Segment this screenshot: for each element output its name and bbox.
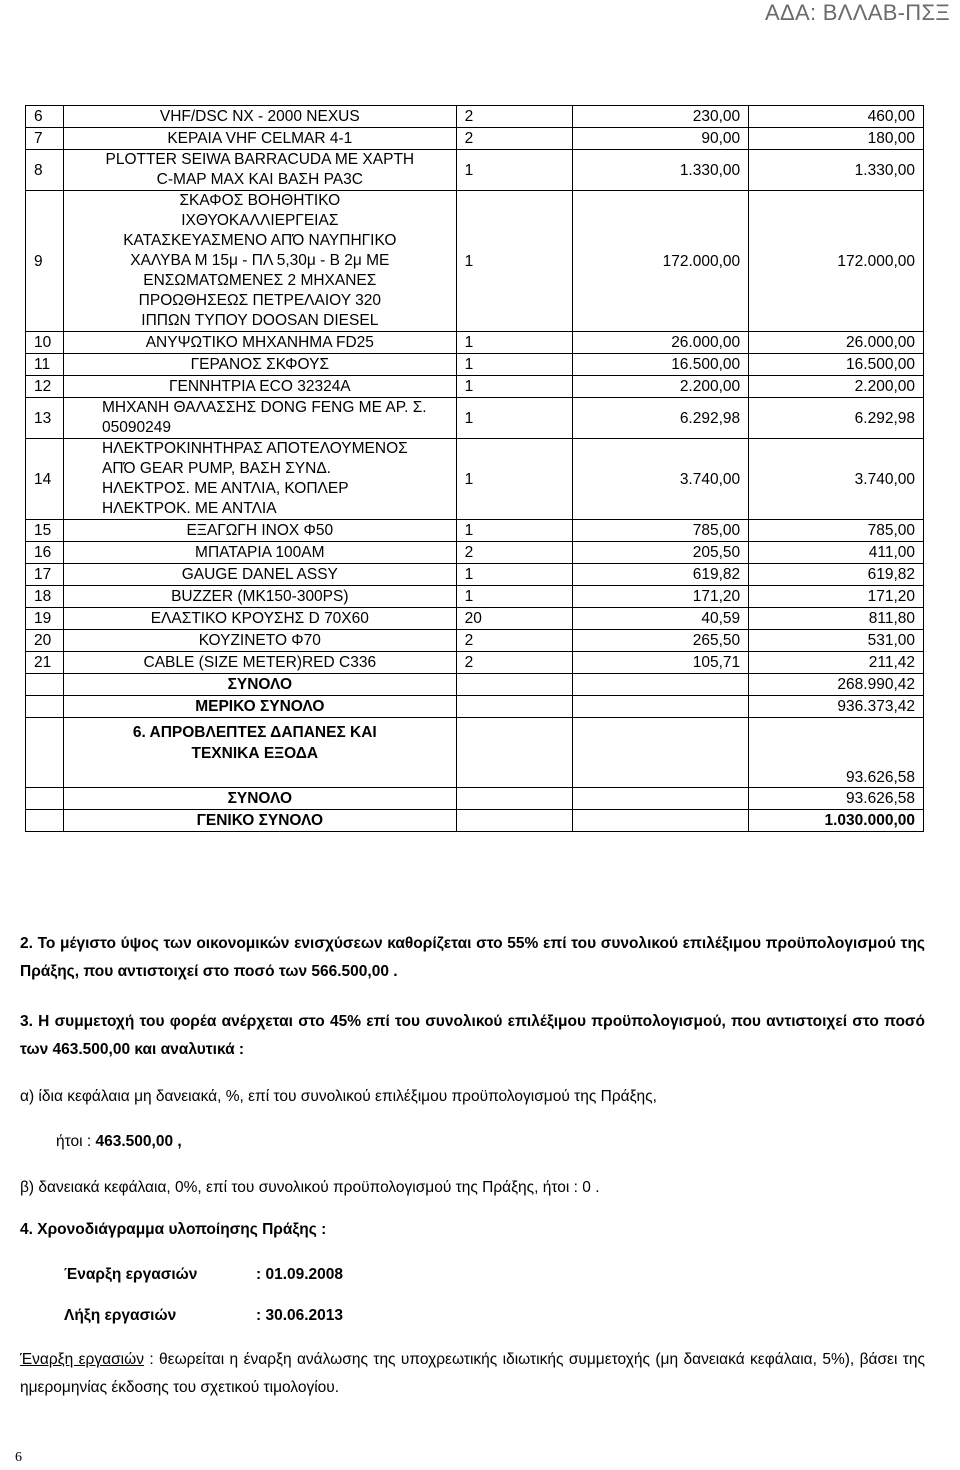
row-number: 21 xyxy=(26,652,64,674)
summary-label: ΓΕΝΙΚΟ ΣΥΝΟΛΟ xyxy=(63,810,456,832)
budget-rows xyxy=(26,106,924,674)
row-description: ΜΠΑΤΑΡΙΑ 100ΑΜ xyxy=(63,542,456,564)
row-total: 171,20 xyxy=(749,586,924,608)
row-unit-price: 230,00 xyxy=(573,106,749,128)
paragraph-a-suffix: , xyxy=(177,1133,182,1150)
table-row xyxy=(26,608,924,630)
table-row xyxy=(26,439,924,520)
summary-value: 93.626,58 xyxy=(749,788,924,810)
row-quantity: 2 xyxy=(456,630,573,652)
row-quantity: 1 xyxy=(456,150,573,191)
summary-row-meriko xyxy=(26,696,924,718)
paragraph-a-amount xyxy=(56,1128,916,1156)
paragraph-4: 4. Χρονοδιάγραμμα υλοποίησης Πράξης : xyxy=(20,1221,327,1238)
row-description: ΜΗΧΑΝΗ ΘΑΛΑΣΣΗΣ DONG FENG ΜΕ ΑΡ. Σ. 05090249 xyxy=(63,398,456,439)
row-description: ΓΕΡΑΝΟΣ ΣΚΦΟΥΣ xyxy=(63,354,456,376)
row-total: 619,82 xyxy=(749,564,924,586)
row-total: 811,80 xyxy=(749,608,924,630)
end-value: : 30.06.2013 xyxy=(256,1307,344,1324)
row-quantity: 2 xyxy=(456,652,573,674)
row-total: 211,42 xyxy=(749,652,924,674)
row-description: CABLE (SIZE METER)RED C336 xyxy=(63,652,456,674)
row-unit-price: 1.330,00 xyxy=(573,150,749,191)
table-row xyxy=(26,191,924,332)
paragraph-a-prefix: ήτοι : xyxy=(56,1133,96,1150)
row-description: ΕΞΑΓΩΓΗ INOX Φ50 xyxy=(63,520,456,542)
row-number: 17 xyxy=(26,564,64,586)
row-description: ΚΟΥΖΙΝΕΤΟ Φ70 xyxy=(63,630,456,652)
row-number: 10 xyxy=(26,332,64,354)
row-number: 16 xyxy=(26,542,64,564)
summary-row-synolo2 xyxy=(26,788,924,810)
row-total: 531,00 xyxy=(749,630,924,652)
summary-value: 93.626,58 xyxy=(749,718,924,788)
ada-code: ΑΔΑ: ΒΛΛΑΒ-ΠΣΞ xyxy=(765,0,950,25)
row-number: 14 xyxy=(26,439,64,520)
row-unit-price: 40,59 xyxy=(573,608,749,630)
row-number: 12 xyxy=(26,376,64,398)
start-label: Έναρξη εργασιών xyxy=(64,1266,198,1283)
table-row xyxy=(26,128,924,150)
row-unit-price: 3.740,00 xyxy=(573,439,749,520)
row-number: 9 xyxy=(26,191,64,332)
row-total: 3.740,00 xyxy=(749,439,924,520)
row-quantity: 1 xyxy=(456,332,573,354)
row-quantity: 1 xyxy=(456,564,573,586)
row-number: 20 xyxy=(26,630,64,652)
note-paragraph xyxy=(20,1346,925,1402)
row-unit-price: 16.500,00 xyxy=(573,354,749,376)
summary-value: 936.373,42 xyxy=(749,696,924,718)
row-description: VHF/DSC NX - 2000 NEXUS xyxy=(63,106,456,128)
row-quantity: 1 xyxy=(456,586,573,608)
row-number: 13 xyxy=(26,398,64,439)
row-unit-price: 619,82 xyxy=(573,564,749,586)
row-unit-price: 2.200,00 xyxy=(573,376,749,398)
budget-table xyxy=(25,105,924,832)
row-total: 785,00 xyxy=(749,520,924,542)
paragraph-a-value: 463.500,00 xyxy=(95,1133,178,1150)
row-number: 19 xyxy=(26,608,64,630)
row-quantity: 2 xyxy=(456,106,573,128)
summary-label: 6. ΑΠΡΟΒΛΕΠΤΕΣ ΔΑΠΑΝΕΣ ΚΑΙ ΤΕΧΝΙΚΑ ΕΞΟΔΑ xyxy=(63,718,456,788)
row-number: 6 xyxy=(26,106,64,128)
table-row xyxy=(26,586,924,608)
end-label: Λήξη εργασιών xyxy=(64,1307,177,1324)
row-description: BUZZER (MK150-300PS) xyxy=(63,586,456,608)
row-description: ΕΛΑΣΤΙΚΟ ΚΡΟΥΣΗΣ D 70X60 xyxy=(63,608,456,630)
row-number: 15 xyxy=(26,520,64,542)
row-total: 172.000,00 xyxy=(749,191,924,332)
paragraph-2: 2. Το μέγιστο ύψος των οικονομικών ενισχύσεων καθορίζεται στο 55% επί του συνολικού επιλέξιμου προϋπολογισμού της Πράξης, που αντιστοιχεί στο ποσό των 566.500,00 . xyxy=(20,935,925,980)
start-value: : 01.09.2008 xyxy=(256,1266,344,1283)
row-unit-price: 205,50 xyxy=(573,542,749,564)
row-total: 6.292,98 xyxy=(749,398,924,439)
paragraph-b: β) δανειακά κεφάλαια, 0%, επί του συνολικού προϋπολογισμού της Πράξης, ήτοι : 0 . xyxy=(20,1179,600,1196)
row-description: GAUGE DANEL ASSY xyxy=(63,564,456,586)
paragraph-3: 3. Η συμμετοχή του φορέα ανέρχεται στο 45% επί του συνολικού επιλέξιμου προϋπολογισμού, που αντιστοιχεί στο ποσό των 463.500,00 και αναλυτικά : xyxy=(20,1013,925,1058)
row-number: 8 xyxy=(26,150,64,191)
row-number: 18 xyxy=(26,586,64,608)
row-quantity: 1 xyxy=(456,439,573,520)
row-total: 460,00 xyxy=(749,106,924,128)
table-row xyxy=(26,354,924,376)
row-description: ΗΛΕΚΤΡΟΚΙΝΗΤΗΡΑΣ ΑΠΟΤΕΛΟΥΜΕΝΟΣ ΑΠΌ GEAR PUMP, ΒΑΣΗ ΣΥΝΔ. ΗΛΕΚΤΡΟΣ. ΜΕ ΑΝΤΛΙΑ, ΚΟΠΛΕΡ ΗΛΕΚΤΡΟΚ. ΜΕ ΑΝΤΛΙΑ xyxy=(63,439,456,520)
table-row xyxy=(26,564,924,586)
row-number: 7 xyxy=(26,128,64,150)
summary-value: 1.030.000,00 xyxy=(749,810,924,832)
row-total: 26.000,00 xyxy=(749,332,924,354)
row-unit-price: 105,71 xyxy=(573,652,749,674)
row-quantity: 20 xyxy=(456,608,573,630)
budget-summary xyxy=(26,674,924,832)
row-quantity: 2 xyxy=(456,542,573,564)
row-total: 180,00 xyxy=(749,128,924,150)
table-row xyxy=(26,542,924,564)
note-rest: : θεωρείται η έναρξη ανάλωσης της υποχρεωτικής ιδιωτικής συμμετοχής (μη δανειακά κεφάλαια, 5%), βάσει της ημερομηνίας έκδοσης του σχετικού τιμολογίου. xyxy=(20,1351,925,1396)
row-description: ΓΕΝΝΗΤΡΙΑ ECO 32324A xyxy=(63,376,456,398)
summary-label: ΣΥΝΟΛΟ xyxy=(63,674,456,696)
row-number: 11 xyxy=(26,354,64,376)
row-total: 2.200,00 xyxy=(749,376,924,398)
table-row xyxy=(26,652,924,674)
summary-value: 268.990,42 xyxy=(749,674,924,696)
row-quantity: 1 xyxy=(456,191,573,332)
row-total: 411,00 xyxy=(749,542,924,564)
paragraph-a: α) ίδια κεφάλαια μη δανειακά, %, επί του συνολικού επιλέξιμου προϋπολογισμού της Πράξης, xyxy=(20,1088,657,1105)
row-unit-price: 265,50 xyxy=(573,630,749,652)
row-unit-price: 171,20 xyxy=(573,586,749,608)
row-description: ΑΝΥΨΩΤΙΚΟ ΜΗΧΑΝΗΜΑ FD25 xyxy=(63,332,456,354)
summary-row-synolo xyxy=(26,674,924,696)
table-row xyxy=(26,376,924,398)
row-quantity: 1 xyxy=(456,398,573,439)
row-unit-price: 90,00 xyxy=(573,128,749,150)
page-number: 6 xyxy=(15,1450,22,1465)
row-unit-price: 26.000,00 xyxy=(573,332,749,354)
row-quantity: 1 xyxy=(456,520,573,542)
row-description: ΚΕΡΑΙΑ VHF CELMAR 4-1 xyxy=(63,128,456,150)
table-row xyxy=(26,106,924,128)
summary-label: ΣΥΝΟΛΟ xyxy=(63,788,456,810)
table-row xyxy=(26,150,924,191)
row-total: 16.500,00 xyxy=(749,354,924,376)
summary-label: ΜΕΡΙΚΟ ΣΥΝΟΛΟ xyxy=(63,696,456,718)
row-unit-price: 785,00 xyxy=(573,520,749,542)
row-quantity: 1 xyxy=(456,376,573,398)
summary-row-geniko xyxy=(26,810,924,832)
note-term: Έναρξη εργασιών xyxy=(20,1351,144,1368)
row-total: 1.330,00 xyxy=(749,150,924,191)
row-quantity: 1 xyxy=(456,354,573,376)
row-unit-price: 6.292,98 xyxy=(573,398,749,439)
row-description: ΣΚΑΦΟΣ ΒΟΗΘΗΤΙΚΟ ΙΧΘΥΟΚΑΛΛΙΕΡΓΕΙΑΣ ΚΑΤΑΣΚΕΥΑΣΜΕΝΟ ΑΠΌ ΝΑΥΠΗΓΙΚΟ ΧΑΛΥΒΑ Μ 15μ - ΠΛ 5,30μ - Β 2μ ΜΕ ΕΝΣΩΜΑΤΩΜΕΝΕΣ 2 ΜΗΧΑΝΕΣ ΠΡΟΩΘΗΣΕΩΣ ΠΕΤΡΕΛΑΙΟΥ 320 ΙΠΠΩΝ ΤΥΠΟΥ DOOSAN DIESEL xyxy=(63,191,456,332)
table-row xyxy=(26,398,924,439)
table-row xyxy=(26,630,924,652)
table-row xyxy=(26,332,924,354)
row-description: PLOTTER SEIWA BARRACUDA ΜΕ ΧΑΡΤΗ C-MAP MAX ΚΑΙ ΒΑΣΗ PA3C xyxy=(63,150,456,191)
row-quantity: 2 xyxy=(456,128,573,150)
summary-row-aprovlepta xyxy=(26,718,924,788)
table-row xyxy=(26,520,924,542)
row-unit-price: 172.000,00 xyxy=(573,191,749,332)
